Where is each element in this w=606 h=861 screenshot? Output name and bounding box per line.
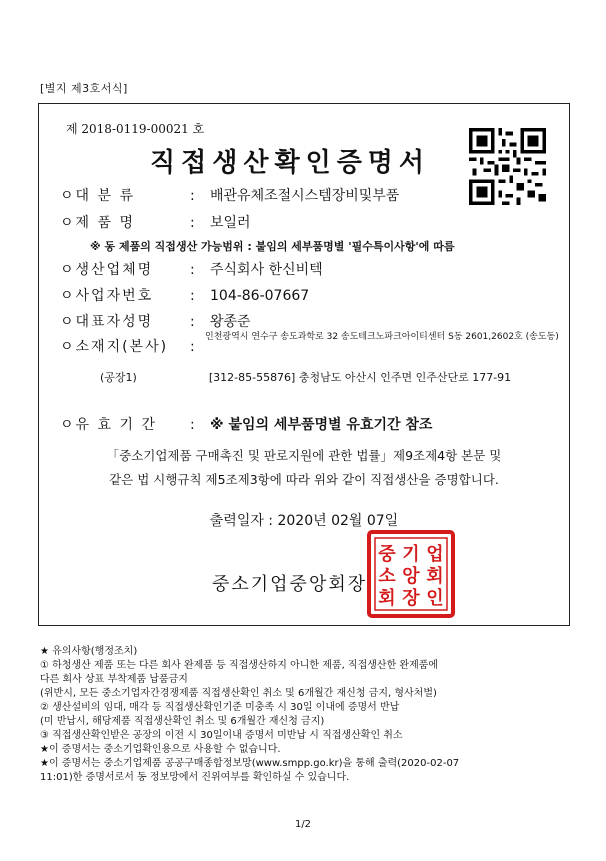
svg-text:소: 소	[378, 566, 396, 587]
notice-line: 11:01)한 증명서로서 동 정보망에서 진위여부를 확인하실 수 있습니다.	[40, 772, 350, 783]
company-label: ㅇ생산업체명	[60, 262, 154, 278]
svg-text:회: 회	[426, 566, 444, 587]
factory-label: (공장1)	[100, 371, 137, 384]
notice-line: (위반시, 모든 중소기업자간경쟁제품 직접생산확인 취소 및 6개월간 재신청 금지, 형사처벌)	[40, 688, 437, 699]
category-label: ㅇ대 분 류	[60, 188, 135, 204]
row-ceo: ㅇ대표자성명 : 왕종준	[60, 311, 251, 331]
svg-text:인: 인	[426, 588, 444, 609]
body-line-2: 같은 법 시행규칙 제5조제3항에 따라 위와 같이 직접생산을 증명합니다.	[109, 472, 499, 487]
factory-value: [312-85-55876] 충청남도 아산시 인주면 인주산단로 177-91	[208, 371, 512, 384]
biz-no-label: ㅇ사업자번호	[60, 288, 154, 304]
notice-line: ★이 증명서는 중소기업확인용으로 사용할 수 없습니다.	[40, 744, 281, 755]
notice-line: (미 반납시, 해당제품 직접생산확인 취소 및 6개월간 재신청 금지)	[40, 716, 325, 727]
notice-line: ★ 유의사항(행정조치)	[40, 646, 138, 657]
svg-text:앙: 앙	[402, 566, 420, 587]
factory-row	[100, 369, 511, 385]
qr-code-icon	[469, 128, 546, 205]
svg-text:기: 기	[402, 544, 420, 565]
address-value: 인천광역시 연수구 송도과학로 32 송도테크노파크아이티센터 S동 2601,2602호 (송도동)	[205, 332, 559, 342]
ceo-value: 왕종준	[210, 314, 251, 330]
certificate-number: 제 2018-0119-00021 호	[66, 122, 205, 136]
notice-section	[40, 645, 580, 785]
row-biz-no: ㅇ사업자번호 : 104-86-07667	[60, 285, 309, 305]
row-address: ㅇ소재지(본사) :	[60, 336, 210, 356]
page-number: 1/2	[294, 819, 312, 830]
notice-line: 다른 회사 상표 부착제품 납품금지	[40, 674, 188, 685]
row-category: ㅇ대 분 류 : 배관유체조절시스템장비및부품	[60, 185, 399, 205]
address-label: ㅇ소재지(본사)	[60, 339, 169, 355]
product-label: ㅇ제 품 명	[60, 215, 135, 231]
svg-text:중: 중	[378, 544, 396, 565]
notice-line: ★이 증명서는 중소기업제품 공공구매종합정보망(www.smpp.go.kr)을 통해 출력(2020-02-07	[40, 758, 460, 769]
row-validity: ㅇ유 효 기 간 : ※ 붙임의 세부품명별 유효기간 참조	[60, 414, 432, 434]
notice-line: ③ 직접생산확인받은 공장의 이전 시 30일이내 증명서 미반납 시 직접생산확인 취소	[40, 730, 403, 741]
biz-no-value: 104-86-07667	[210, 288, 310, 304]
issuer-name: 중소기업중앙회장	[212, 574, 368, 595]
official-seal-icon	[367, 530, 455, 618]
validity-label: ㅇ유 효 기 간	[60, 417, 157, 433]
company-value: 주식회사 한신비텍	[210, 262, 323, 278]
body-line-1: 「중소기업제품 구매촉진 및 판로지원에 관한 법률」제9조제4항 본문 및	[106, 448, 502, 463]
row-product: ㅇ제 품 명 : 보일러	[60, 212, 251, 232]
row-company: ㅇ생산업체명 : 주식회사 한신비텍	[60, 259, 323, 279]
svg-text:회: 회	[378, 588, 396, 609]
page-title: 직접생산확인증명서	[150, 148, 431, 178]
validity-value: ※ 붙임의 세부품명별 유효기간 참조	[210, 417, 433, 433]
ceo-label: ㅇ대표자성명	[60, 314, 154, 330]
category-value: 배관유체조절시스템장비및부품	[210, 188, 400, 204]
svg-text:업: 업	[426, 544, 444, 565]
issue-date: 출력일자 : 2020년 02월 07일	[209, 513, 399, 529]
form-label: [별지 제3호서식]	[40, 82, 128, 95]
svg-text:장: 장	[402, 588, 420, 609]
notice-line: ② 생산설비의 임대, 매각 등 직접생산확인기준 미충족 시 30일 이내에 증명서 반납	[40, 702, 400, 713]
scope-note: ※ 동 제품의 직접생산 가능범위 : 붙임의 세부품명별 '필수특이사항'에 따름	[90, 240, 455, 253]
product-value: 보일러	[210, 215, 251, 231]
notice-line: ① 하청생산 제품 또는 다른 회사 완제품 등 직접생산하지 아니한 제품, 직접생산한 완제품에	[40, 660, 439, 671]
